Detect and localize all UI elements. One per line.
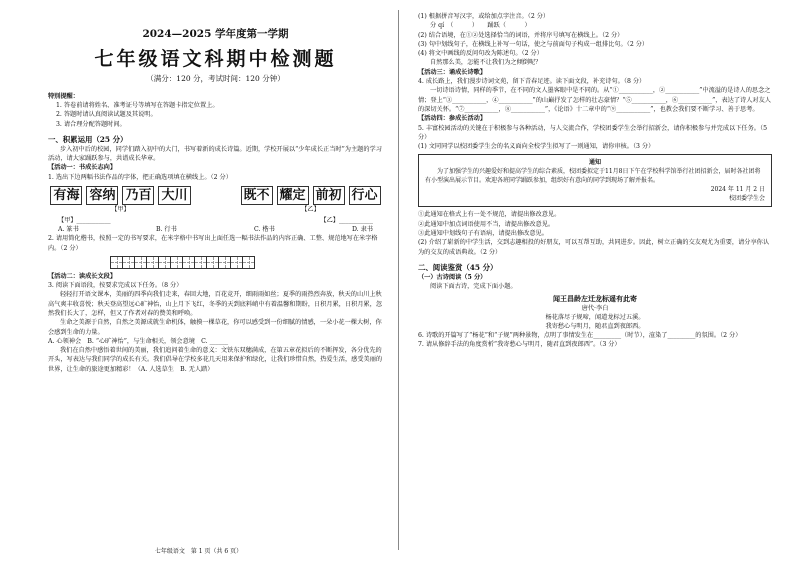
- question-4: 4. 成长路上，我们漫步诗词文苑，留下青春足迹。读下面文段，补充诗句。（8 分）: [418, 78, 646, 86]
- section-heading: 二、阅读鉴赏（45 分）: [418, 262, 498, 272]
- sub-question: (3) 句中划线句子，在横线上补写一句话，使之与前面句子构成一组排比句。（2 分）: [418, 40, 649, 48]
- note-item: 1. 答卷前请将姓名、准考证号等填写在答题卡指定位置上。: [56, 102, 219, 110]
- calli-label-b: 【乙】: [301, 206, 320, 213]
- page-divider: [398, 10, 399, 550]
- section-intro: 步入初中后的校园，同学们踏入初中的大门，书写着新的成长诗篇。近期，学校开展以“少年成长正当时”为主题的学习活动，请大家踊跃参与，共谱成长华章。: [48, 145, 382, 163]
- calli-label-a: 【甲】: [111, 206, 130, 213]
- notes-title: 特别提醒：: [48, 93, 79, 100]
- question-7: 7. 请从修辞手法的角度赏析“我寄愁心与明月，随君直到夜郎西”。（3 分）: [418, 340, 621, 348]
- blank-a[interactable]: 【甲】___________: [58, 217, 111, 225]
- calli-col: 耀定: [277, 186, 309, 205]
- calli-col: 既不: [241, 186, 273, 205]
- notice-sign: 校团委学生会: [728, 195, 765, 203]
- activity-heading: 【活动三：诵成长诗歌】: [418, 68, 487, 76]
- notice-date: 2024 年 11 月 2 日: [710, 186, 765, 194]
- notice-task: ②此通知中加点词语使用不当，请提出修改意见。: [418, 220, 555, 228]
- poem-line: 我寄愁心与明月，随君直到夜郎西。: [545, 322, 645, 330]
- question-2: 2. 请用简化楷书，按照一定的书写要求，在米字格中书写出上面任选一幅书法作品的内容正确、工整、规范地写在米字格内。（2 分）: [48, 235, 378, 252]
- poem-author: 唐代·李白: [581, 304, 609, 312]
- notice-task: ①此通知在格式上有一处不规范，请提出修改意见。: [418, 211, 561, 219]
- subsection-text: 阅读下面古诗，完成下面小题。: [430, 283, 517, 291]
- calli-col: 行心: [349, 186, 381, 205]
- calli-col: 有海: [50, 186, 82, 205]
- options-row: [48, 225, 383, 234]
- option-c[interactable]: C. 楷书: [253, 226, 275, 234]
- calli-col: 大川: [158, 186, 190, 205]
- calligraphy-samples: [48, 186, 383, 214]
- page-footer: 七年级语文 第 1 页（共 6 页）: [154, 548, 243, 555]
- question-1: 1. 选出下边两幅书法作品的字体，把正确选项填在横线上。（2 分）: [48, 173, 232, 181]
- passage-para: 轻轻打开语文课本，美丽的四季向我们走来，春回大地，百花竞开，细雨雨如丝；夏季的雨热烈奔放，秋天的山川上秋高气爽丰收喜悦；秋天登高望远心旷神怡，山上月下飞红，冬季的天到底料峭中有着温馨和期盼，日积月累，日积月累，忽然我们长大了，怎样，但又了作者对春的赞美和呼唤。: [48, 291, 383, 317]
- subsection-heading: （一）古诗阅读（5 分）: [418, 273, 487, 281]
- question-5b: (2) 介绍了崭新的中学生活，交到志趣相投的好朋友，可以互帮互助，共同进步。因此，树立正确的交友观尤为重要，请分享你认为的交友的成语典故。（2 分）: [418, 239, 770, 256]
- poem-line: 杨花落尽子规啼，闻道龙标过五溪。: [545, 313, 645, 321]
- calli-col: 前初: [313, 186, 345, 205]
- passage-options: A. 心领神会 B. “心旷神怡”，与生命相关，领会意境 C. ______: [48, 337, 229, 345]
- sub-question: 自然那么美，怎能不让我们为之倾倒呢？: [430, 59, 542, 67]
- option-d[interactable]: D. 隶书: [351, 226, 373, 234]
- notice-title: 通知: [588, 159, 601, 167]
- question-5: 5. 丰富校园活动的关键在于积极参与各种活动，与人交流合作，学校团委学生会举行招新会，请你积极参与并完成以下任务。（5 分）: [418, 124, 768, 141]
- activity-heading: 【活动四：参成长活动】: [418, 115, 487, 123]
- notice-body: 为了加强学生的兴趣爱好和提高学生的综合素质，校团委拟定于11月8日下午在学校科学馆举行社团招新会，届时各社团将有小型演出展示节目。欢迎各班同学踊跃参加，组织好有意向的同学到现场了解并报名。: [425, 168, 761, 185]
- question-4-text: 一切诗语诗情，同样的季节，在不同的文人墨客眼中是不同的。从“①___________，②___________”中流溢的是诗人的思念之情；登上“③___________，④___________”的山巅抒发了怎样的壮志豪情？“⑤___________，⑥___________”，表达了诗人对友人的深切关怀。“⑦___________，⑧___________”，《论语》十二章中的“⑨___________”，也教会我们要不断学习、善于思考。: [418, 87, 771, 113]
- answer-blanks: [48, 216, 383, 225]
- page-title: 七年级语文科期中检测题: [94, 48, 337, 70]
- writing-grid[interactable]: [110, 256, 383, 269]
- question-3: 3. 阅读下面语段，按要求完成以下任务。（8 分）: [48, 282, 183, 290]
- notice-task: ③此通知中划线句子有语病，请提出修改意见。: [418, 230, 548, 238]
- sub-question: (4) 将文中画线的反问句改为陈述句。（2 分）: [418, 50, 543, 58]
- sub-question: (1) 根据拼音写汉字，或给加点字注音。（2 分）: [418, 13, 550, 20]
- calligraphy-a: [50, 186, 190, 214]
- sub-question: 分 qí （ ） 踊跃（ ）: [430, 22, 531, 30]
- question-6: 6. 诗歌的开篇写了“杨花”和“子规”两种景物，点明了事情发生在_________（时节），渲染了_________的氛围。（2 分）: [418, 331, 742, 339]
- question-5a: (1) 文同同学以校团委学生会的名义面向全校学生拟写了一则通知，请你审核。（3 分）: [418, 143, 655, 151]
- section-heading: 一、积累运用（25 分）: [48, 134, 128, 144]
- year-line: 2024—2025 学年度第一学期: [142, 28, 289, 40]
- activity-heading: 【活动一：书成长志向】: [48, 164, 117, 172]
- blank-b[interactable]: 【乙】___________: [320, 217, 373, 225]
- notice-box: [418, 154, 772, 207]
- note-item: 3. 请合理分配答题时间。: [56, 120, 126, 128]
- calligraphy-b: [241, 186, 381, 214]
- passage-para: 我们在自然中感悟着世间的美丽，我们追问着生命的意义：文铁东双穗满成，在第五章花拟后的不断挥发，各分优先的开头，写表达与我们同学的成长有关。我们倡导在学校多花几天用来保护和绿化，让我们珍惜自然，热爱生活，感受美丽的世界，让生命的旅途更加精彩！（A. 人选草生 B. 无人踏）: [48, 347, 383, 373]
- calli-col: 容纳: [86, 186, 118, 205]
- right-page: [400, 0, 794, 561]
- calli-col: 乃百: [122, 186, 154, 205]
- sub-question: (2) 结合语境，在①②处选择恰当的词语，并将序号填写在横线上。（2 分）: [418, 31, 624, 39]
- poem-title: 闻王昌龄左迁龙标遥有此寄: [553, 293, 637, 303]
- activity-heading: 【活动二：读成长文段】: [48, 272, 117, 280]
- option-a[interactable]: A. 篆书: [58, 226, 79, 234]
- note-item: 2. 答题时请认真阅读试题及其说明。: [56, 111, 157, 119]
- option-b[interactable]: B. 行书: [155, 226, 177, 234]
- passage-para: 生命之美源于自然，自然之美源成就生命机体，触摸一棵草花，你可以感受到一份细腻的情感，一朵小花一棵大树，你会感到生命的力量。: [48, 319, 382, 336]
- exam-meta: （满分：120 分，考试时间：120 分钟）: [146, 74, 285, 83]
